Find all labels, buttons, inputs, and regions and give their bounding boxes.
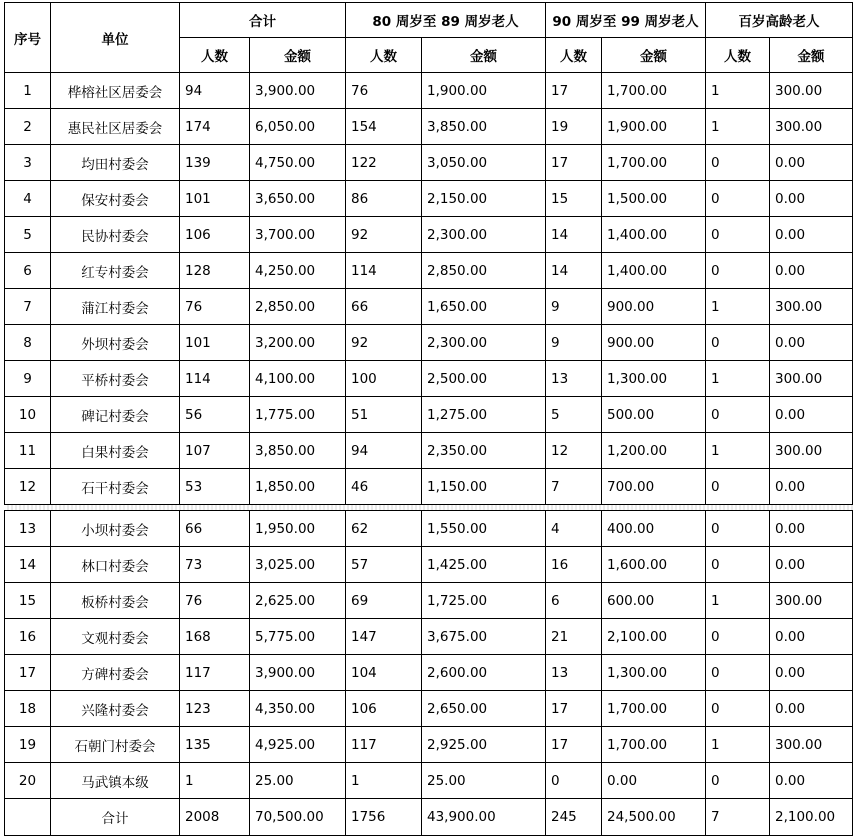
cell-total-amount: 4,925.00	[250, 727, 346, 763]
cell-80-count: 62	[346, 511, 422, 547]
cell-90-count: 21	[546, 619, 602, 655]
cell-100-count: 1	[706, 583, 770, 619]
cell-seq: 15	[5, 583, 51, 619]
cell-unit: 平桥村委会	[51, 361, 180, 397]
cell-total-amount: 25.00	[250, 763, 346, 799]
cell-80-count: 154	[346, 109, 422, 145]
cell-100-count: 0	[706, 655, 770, 691]
header-row-top	[5, 3, 853, 38]
cell-100-count: 0	[706, 763, 770, 799]
cell-total-count: 76	[180, 289, 250, 325]
cell-total-count: 135	[180, 727, 250, 763]
cell-80-amount: 1,725.00	[422, 583, 546, 619]
cell-100-count: 0	[706, 253, 770, 289]
total-row	[5, 799, 853, 836]
cell-seq: 11	[5, 433, 51, 469]
cell-100-count: 1	[706, 361, 770, 397]
cell-seq: 1	[5, 73, 51, 109]
cell-unit: 方碑村委会	[51, 655, 180, 691]
cell-90-count: 12	[546, 433, 602, 469]
cell-80-amount: 1,425.00	[422, 547, 546, 583]
cell-90-amount: 1,600.00	[602, 547, 706, 583]
cell-seq: 8	[5, 325, 51, 361]
cell-90-amount: 1,900.00	[602, 109, 706, 145]
table-row	[5, 109, 853, 145]
cell-90-count: 6	[546, 583, 602, 619]
total-amount: 70,500.00	[250, 799, 346, 836]
header-age-80-89: 80 周岁至 89 周岁老人	[346, 3, 546, 38]
cell-90-count: 19	[546, 109, 602, 145]
table-row	[5, 217, 853, 253]
cell-100-count: 1	[706, 73, 770, 109]
total-80-count: 1756	[346, 799, 422, 836]
cell-seq: 5	[5, 217, 51, 253]
cell-100-count: 0	[706, 217, 770, 253]
cell-total-count: 101	[180, 181, 250, 217]
cell-100-amount: 0.00	[770, 253, 853, 289]
cell-80-amount: 2,150.00	[422, 181, 546, 217]
cell-total-count: 128	[180, 253, 250, 289]
cell-80-amount: 1,150.00	[422, 469, 546, 505]
cell-unit: 民协村委会	[51, 217, 180, 253]
cell-total-count: 66	[180, 511, 250, 547]
subsidy-table	[4, 2, 853, 836]
cell-100-count: 0	[706, 325, 770, 361]
total-90-amount: 24,500.00	[602, 799, 706, 836]
cell-80-amount: 2,925.00	[422, 727, 546, 763]
table-row	[5, 325, 853, 361]
cell-80-amount: 1,650.00	[422, 289, 546, 325]
cell-90-amount: 1,200.00	[602, 433, 706, 469]
cell-80-count: 57	[346, 547, 422, 583]
cell-90-amount: 1,700.00	[602, 691, 706, 727]
cell-90-amount: 1,400.00	[602, 217, 706, 253]
cell-80-amount: 2,350.00	[422, 433, 546, 469]
cell-seq: 3	[5, 145, 51, 181]
table-row	[5, 289, 853, 325]
cell-seq: 19	[5, 727, 51, 763]
cell-total-count: 101	[180, 325, 250, 361]
cell-90-count: 16	[546, 547, 602, 583]
cell-100-count: 0	[706, 619, 770, 655]
cell-unit: 惠民社区居委会	[51, 109, 180, 145]
header-90-amount: 金额	[602, 38, 706, 73]
total-90-count: 245	[546, 799, 602, 836]
cell-80-count: 66	[346, 289, 422, 325]
cell-seq: 10	[5, 397, 51, 433]
cell-total-count: 168	[180, 619, 250, 655]
cell-total-amount: 4,250.00	[250, 253, 346, 289]
cell-80-count: 76	[346, 73, 422, 109]
cell-total-amount: 5,775.00	[250, 619, 346, 655]
cell-total-count: 73	[180, 547, 250, 583]
cell-100-count: 0	[706, 469, 770, 505]
cell-90-amount: 1,300.00	[602, 655, 706, 691]
header-unit: 单位	[51, 3, 180, 73]
cell-total-amount: 3,025.00	[250, 547, 346, 583]
cell-80-count: 94	[346, 433, 422, 469]
cell-total-amount: 3,200.00	[250, 325, 346, 361]
cell-100-count: 1	[706, 109, 770, 145]
header-100-amount: 金额	[770, 38, 853, 73]
cell-80-count: 100	[346, 361, 422, 397]
cell-100-amount: 300.00	[770, 109, 853, 145]
cell-total-count: 117	[180, 655, 250, 691]
cell-90-amount: 1,500.00	[602, 181, 706, 217]
cell-100-count: 0	[706, 547, 770, 583]
cell-100-amount: 0.00	[770, 397, 853, 433]
total-count: 2008	[180, 799, 250, 836]
cell-unit: 板桥村委会	[51, 583, 180, 619]
cell-100-amount: 0.00	[770, 655, 853, 691]
cell-100-amount: 0.00	[770, 181, 853, 217]
cell-90-count: 17	[546, 727, 602, 763]
cell-100-amount: 300.00	[770, 727, 853, 763]
cell-unit: 小坝村委会	[51, 511, 180, 547]
total-seq	[5, 799, 51, 836]
total-label: 合计	[51, 799, 180, 836]
cell-unit: 保安村委会	[51, 181, 180, 217]
cell-90-count: 17	[546, 73, 602, 109]
header-total-amount: 金额	[250, 38, 346, 73]
cell-100-amount: 0.00	[770, 619, 853, 655]
cell-80-count: 51	[346, 397, 422, 433]
cell-100-amount: 0.00	[770, 691, 853, 727]
cell-100-count: 0	[706, 397, 770, 433]
cell-90-count: 5	[546, 397, 602, 433]
header-100-count: 人数	[706, 38, 770, 73]
cell-100-amount: 0.00	[770, 217, 853, 253]
cell-100-amount: 0.00	[770, 469, 853, 505]
cell-seq: 13	[5, 511, 51, 547]
table-row	[5, 181, 853, 217]
cell-90-count: 13	[546, 361, 602, 397]
cell-total-amount: 3,900.00	[250, 73, 346, 109]
cell-unit: 白果村委会	[51, 433, 180, 469]
cell-80-count: 86	[346, 181, 422, 217]
cell-80-amount: 1,275.00	[422, 397, 546, 433]
cell-90-amount: 400.00	[602, 511, 706, 547]
cell-80-count: 106	[346, 691, 422, 727]
cell-total-amount: 3,900.00	[250, 655, 346, 691]
cell-unit: 马武镇本级	[51, 763, 180, 799]
cell-seq: 16	[5, 619, 51, 655]
cell-90-amount: 1,700.00	[602, 145, 706, 181]
cell-90-amount: 1,700.00	[602, 727, 706, 763]
cell-total-amount: 1,950.00	[250, 511, 346, 547]
cell-80-amount: 2,300.00	[422, 217, 546, 253]
cell-total-amount: 2,850.00	[250, 289, 346, 325]
cell-80-amount: 3,850.00	[422, 109, 546, 145]
cell-80-count: 92	[346, 325, 422, 361]
cell-90-amount: 700.00	[602, 469, 706, 505]
cell-100-amount: 0.00	[770, 547, 853, 583]
cell-seq: 9	[5, 361, 51, 397]
cell-unit: 文观村委会	[51, 619, 180, 655]
cell-90-amount: 1,300.00	[602, 361, 706, 397]
cell-seq: 18	[5, 691, 51, 727]
cell-90-count: 9	[546, 289, 602, 325]
total-100-count: 7	[706, 799, 770, 836]
cell-unit: 均田村委会	[51, 145, 180, 181]
cell-100-amount: 300.00	[770, 289, 853, 325]
cell-80-amount: 2,500.00	[422, 361, 546, 397]
table-row	[5, 145, 853, 181]
cell-80-count: 92	[346, 217, 422, 253]
total-100-amount: 2,100.00	[770, 799, 853, 836]
cell-100-amount: 300.00	[770, 73, 853, 109]
subsidy-table-sheet	[4, 2, 853, 836]
table-row	[5, 253, 853, 289]
header-80-amount: 金额	[422, 38, 546, 73]
cell-90-count: 17	[546, 691, 602, 727]
cell-80-count: 46	[346, 469, 422, 505]
cell-total-count: 107	[180, 433, 250, 469]
cell-90-count: 14	[546, 253, 602, 289]
cell-total-amount: 3,700.00	[250, 217, 346, 253]
cell-seq: 20	[5, 763, 51, 799]
cell-80-count: 1	[346, 763, 422, 799]
cell-total-count: 1	[180, 763, 250, 799]
cell-total-count: 56	[180, 397, 250, 433]
cell-100-amount: 0.00	[770, 145, 853, 181]
table-row	[5, 433, 853, 469]
cell-unit: 红专村委会	[51, 253, 180, 289]
cell-total-amount: 1,775.00	[250, 397, 346, 433]
cell-90-amount: 900.00	[602, 325, 706, 361]
cell-total-count: 53	[180, 469, 250, 505]
cell-total-count: 106	[180, 217, 250, 253]
cell-90-amount: 600.00	[602, 583, 706, 619]
cell-90-count: 15	[546, 181, 602, 217]
cell-80-amount: 3,050.00	[422, 145, 546, 181]
cell-total-amount: 6,050.00	[250, 109, 346, 145]
cell-total-amount: 4,100.00	[250, 361, 346, 397]
cell-seq: 4	[5, 181, 51, 217]
cell-total-count: 76	[180, 583, 250, 619]
table-row	[5, 361, 853, 397]
cell-90-amount: 0.00	[602, 763, 706, 799]
table-row	[5, 469, 853, 505]
cell-seq: 17	[5, 655, 51, 691]
cell-unit: 兴隆村委会	[51, 691, 180, 727]
cell-80-count: 114	[346, 253, 422, 289]
header-total: 合计	[180, 3, 346, 38]
cell-90-count: 13	[546, 655, 602, 691]
cell-seq: 6	[5, 253, 51, 289]
cell-100-count: 0	[706, 145, 770, 181]
cell-80-count: 104	[346, 655, 422, 691]
cell-seq: 12	[5, 469, 51, 505]
cell-100-count: 1	[706, 289, 770, 325]
cell-90-count: 9	[546, 325, 602, 361]
cell-unit: 蒲江村委会	[51, 289, 180, 325]
cell-100-count: 0	[706, 691, 770, 727]
table-row	[5, 583, 853, 619]
cell-90-count: 17	[546, 145, 602, 181]
cell-90-count: 4	[546, 511, 602, 547]
cell-seq: 14	[5, 547, 51, 583]
cell-80-amount: 25.00	[422, 763, 546, 799]
cell-80-amount: 2,650.00	[422, 691, 546, 727]
cell-total-count: 114	[180, 361, 250, 397]
cell-100-count: 1	[706, 727, 770, 763]
cell-90-amount: 500.00	[602, 397, 706, 433]
header-total-count: 人数	[180, 38, 250, 73]
cell-90-amount: 900.00	[602, 289, 706, 325]
cell-90-count: 0	[546, 763, 602, 799]
cell-unit: 碑记村委会	[51, 397, 180, 433]
cell-100-count: 0	[706, 181, 770, 217]
cell-80-count: 147	[346, 619, 422, 655]
cell-total-count: 139	[180, 145, 250, 181]
cell-unit: 石干村委会	[51, 469, 180, 505]
cell-90-amount: 2,100.00	[602, 619, 706, 655]
cell-90-count: 7	[546, 469, 602, 505]
cell-80-amount: 2,850.00	[422, 253, 546, 289]
header-80-count: 人数	[346, 38, 422, 73]
cell-80-amount: 2,300.00	[422, 325, 546, 361]
table-row	[5, 547, 853, 583]
cell-seq: 2	[5, 109, 51, 145]
table-row	[5, 73, 853, 109]
cell-total-amount: 3,650.00	[250, 181, 346, 217]
table-row	[5, 655, 853, 691]
cell-total-amount: 4,750.00	[250, 145, 346, 181]
cell-80-amount: 1,900.00	[422, 73, 546, 109]
table-body	[5, 73, 853, 836]
table-row	[5, 727, 853, 763]
cell-100-amount: 300.00	[770, 583, 853, 619]
cell-total-amount: 3,850.00	[250, 433, 346, 469]
cell-100-count: 0	[706, 511, 770, 547]
cell-unit: 外坝村委会	[51, 325, 180, 361]
cell-100-amount: 300.00	[770, 433, 853, 469]
header-seq: 序号	[5, 3, 51, 73]
header-age-90-99: 90 周岁至 99 周岁老人	[546, 3, 706, 38]
cell-total-amount: 4,350.00	[250, 691, 346, 727]
cell-seq: 7	[5, 289, 51, 325]
table-row	[5, 763, 853, 799]
cell-80-amount: 3,675.00	[422, 619, 546, 655]
cell-100-amount: 0.00	[770, 763, 853, 799]
cell-100-count: 1	[706, 433, 770, 469]
cell-90-amount: 1,700.00	[602, 73, 706, 109]
cell-80-count: 117	[346, 727, 422, 763]
cell-total-count: 174	[180, 109, 250, 145]
header-90-count: 人数	[546, 38, 602, 73]
cell-80-count: 122	[346, 145, 422, 181]
cell-total-amount: 2,625.00	[250, 583, 346, 619]
cell-100-amount: 300.00	[770, 361, 853, 397]
cell-100-amount: 0.00	[770, 325, 853, 361]
cell-80-amount: 2,600.00	[422, 655, 546, 691]
cell-total-count: 94	[180, 73, 250, 109]
cell-unit: 石朝门村委会	[51, 727, 180, 763]
table-row	[5, 397, 853, 433]
cell-90-amount: 1,400.00	[602, 253, 706, 289]
cell-total-amount: 1,850.00	[250, 469, 346, 505]
cell-80-count: 69	[346, 583, 422, 619]
table-row	[5, 619, 853, 655]
table-row	[5, 511, 853, 547]
cell-80-amount: 1,550.00	[422, 511, 546, 547]
cell-unit: 林口村委会	[51, 547, 180, 583]
table-row	[5, 691, 853, 727]
cell-total-count: 123	[180, 691, 250, 727]
cell-unit: 桦榕社区居委会	[51, 73, 180, 109]
cell-90-count: 14	[546, 217, 602, 253]
cell-100-amount: 0.00	[770, 511, 853, 547]
header-age-100: 百岁高龄老人	[706, 3, 853, 38]
total-80-amount: 43,900.00	[422, 799, 546, 836]
